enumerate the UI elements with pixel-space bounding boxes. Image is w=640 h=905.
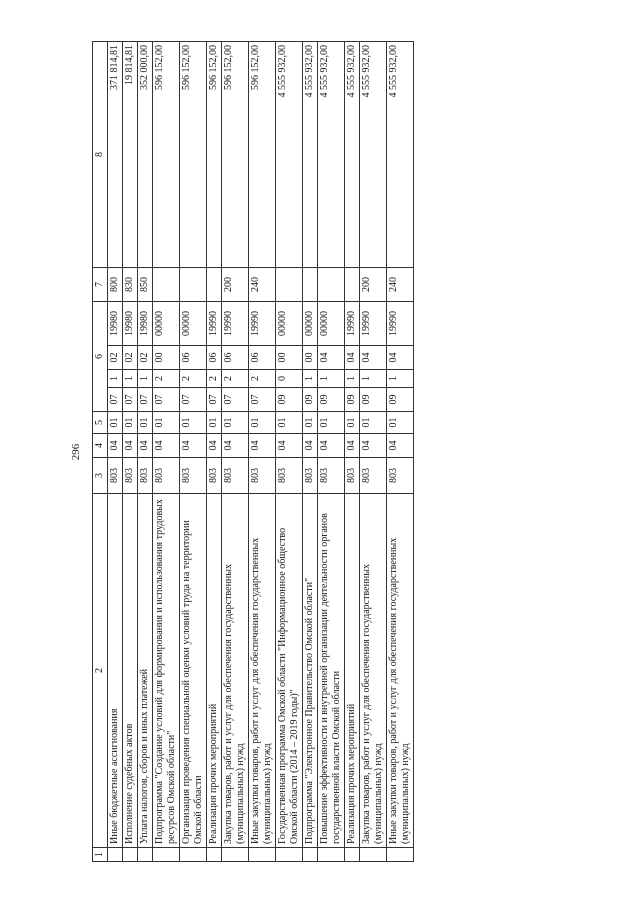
cell-empty xyxy=(207,848,222,862)
cell-name: Уплата налогов, сборов и иных платежей xyxy=(138,494,153,848)
cell-c6a: 07 xyxy=(138,388,153,412)
cell-c3: 803 xyxy=(249,458,276,494)
cell-c7: 830 xyxy=(123,268,138,302)
cell-c3: 803 xyxy=(138,458,153,494)
cell-c6c: 06 xyxy=(249,346,276,370)
cell-c4: 04 xyxy=(153,434,180,458)
header-cell: 1 xyxy=(93,848,108,862)
cell-c7 xyxy=(345,268,360,302)
cell-c6d: 00000 xyxy=(276,302,303,346)
cell-c6a: 09 xyxy=(345,388,360,412)
header-cell: 8 xyxy=(93,42,108,268)
cell-c7: 240 xyxy=(249,268,276,302)
table-row xyxy=(360,42,387,862)
cell-c3: 803 xyxy=(123,458,138,494)
cell-c6d: 19980 xyxy=(108,302,123,346)
cell-c7 xyxy=(180,268,207,302)
cell-c3: 803 xyxy=(360,458,387,494)
cell-c6c: 00 xyxy=(303,346,318,370)
header-cell: 5 xyxy=(93,412,108,434)
cell-name: Закупка товаров, работ и услуг для обеспечения государственных (муниципальных) нужд xyxy=(360,494,387,848)
cell-c6c: 02 xyxy=(138,346,153,370)
table-row xyxy=(108,42,123,862)
table-row xyxy=(345,42,360,862)
cell-c6c: 00 xyxy=(153,346,180,370)
cell-c3: 803 xyxy=(222,458,249,494)
cell-name: Иные закупки товаров, работ и услуг для обеспечения государственных (муниципальных) нужд xyxy=(249,494,276,848)
cell-empty xyxy=(180,848,207,862)
cell-c5: 01 xyxy=(180,412,207,434)
cell-name: Исполнение судебных актов xyxy=(123,494,138,848)
cell-c6c: 06 xyxy=(180,346,207,370)
cell-c6d: 00000 xyxy=(318,302,345,346)
cell-c5: 01 xyxy=(108,412,123,434)
cell-c8: 19 814,81 xyxy=(123,42,138,268)
cell-empty xyxy=(108,848,123,862)
cell-empty xyxy=(387,848,414,862)
table-row xyxy=(276,42,303,862)
cell-c8: 4 555 932,00 xyxy=(303,42,318,268)
table-row xyxy=(138,42,153,862)
cell-c5: 01 xyxy=(123,412,138,434)
cell-c5: 01 xyxy=(318,412,345,434)
cell-c6d: 19980 xyxy=(123,302,138,346)
cell-c6c: 04 xyxy=(360,346,387,370)
cell-name: Повышение эффективности и внутренней организации деятельности органов государственной власти Омской области xyxy=(318,494,345,848)
cell-c8: 596 152,00 xyxy=(249,42,276,268)
cell-c6a: 07 xyxy=(108,388,123,412)
table-row xyxy=(180,42,207,862)
cell-c6c: 02 xyxy=(123,346,138,370)
cell-c6c: 04 xyxy=(318,346,345,370)
cell-c5: 01 xyxy=(138,412,153,434)
cell-c6a: 07 xyxy=(222,388,249,412)
cell-c6d: 19980 xyxy=(138,302,153,346)
cell-c6a: 09 xyxy=(276,388,303,412)
cell-c8: 352 000,00 xyxy=(138,42,153,268)
cell-c6b: 2 xyxy=(180,370,207,388)
cell-c6a: 09 xyxy=(387,388,414,412)
cell-c6b: 0 xyxy=(276,370,303,388)
header-cell: 4 xyxy=(93,434,108,458)
cell-name: Реализация прочих мероприятий xyxy=(345,494,360,848)
table-row xyxy=(123,42,138,862)
cell-c6c: 02 xyxy=(108,346,123,370)
cell-name: Закупка товаров, работ и услуг для обеспечения государственных (муниципальных) нужд xyxy=(222,494,249,848)
header-cell: 7 xyxy=(93,268,108,302)
cell-empty xyxy=(153,848,180,862)
cell-name: Иные бюджетные ассигнования xyxy=(108,494,123,848)
cell-c6d: 00000 xyxy=(303,302,318,346)
cell-c4: 04 xyxy=(138,434,153,458)
cell-c4: 04 xyxy=(318,434,345,458)
cell-c6a: 07 xyxy=(123,388,138,412)
budget-table xyxy=(92,41,414,862)
cell-c6d: 00000 xyxy=(180,302,207,346)
cell-c5: 01 xyxy=(360,412,387,434)
cell-c6d: 19990 xyxy=(345,302,360,346)
cell-c6d: 19990 xyxy=(222,302,249,346)
cell-c8: 596 152,00 xyxy=(207,42,222,268)
cell-c6a: 07 xyxy=(153,388,180,412)
cell-c8: 596 152,00 xyxy=(180,42,207,268)
cell-c4: 04 xyxy=(345,434,360,458)
cell-c6a: 09 xyxy=(360,388,387,412)
page-number: 296 xyxy=(70,443,82,461)
cell-c6b: 2 xyxy=(153,370,180,388)
cell-empty xyxy=(360,848,387,862)
cell-c5: 01 xyxy=(276,412,303,434)
cell-c8: 596 152,00 xyxy=(222,42,249,268)
cell-c8: 4 555 932,00 xyxy=(345,42,360,268)
cell-name: Подпрограмма "Электронное Правительство Омской области" xyxy=(303,494,318,848)
cell-c7 xyxy=(276,268,303,302)
cell-c6c: 06 xyxy=(222,346,249,370)
cell-c3: 803 xyxy=(276,458,303,494)
cell-c7 xyxy=(153,268,180,302)
cell-c5: 01 xyxy=(387,412,414,434)
cell-c4: 04 xyxy=(387,434,414,458)
cell-c6b: 1 xyxy=(318,370,345,388)
cell-name: Организация проведения специальной оценки условий труда на территории Омской области xyxy=(180,494,207,848)
cell-empty xyxy=(345,848,360,862)
cell-c4: 04 xyxy=(276,434,303,458)
cell-empty xyxy=(138,848,153,862)
cell-c4: 04 xyxy=(303,434,318,458)
cell-c8: 371 814,81 xyxy=(108,42,123,268)
cell-c4: 04 xyxy=(360,434,387,458)
cell-c6d: 19990 xyxy=(207,302,222,346)
cell-c8: 4 555 932,00 xyxy=(360,42,387,268)
cell-c6a: 07 xyxy=(249,388,276,412)
cell-c6b: 2 xyxy=(222,370,249,388)
cell-c5: 01 xyxy=(153,412,180,434)
cell-c6d: 00000 xyxy=(153,302,180,346)
table-row xyxy=(249,42,276,862)
header-row xyxy=(93,42,108,862)
cell-empty xyxy=(303,848,318,862)
cell-name: Государственная программа Омской области "Информационное общество Омской области (2014 – 2019 годы)" xyxy=(276,494,303,848)
cell-c7: 200 xyxy=(222,268,249,302)
table-row xyxy=(318,42,345,862)
cell-c5: 01 xyxy=(249,412,276,434)
cell-c6b: 1 xyxy=(303,370,318,388)
cell-c6a: 09 xyxy=(318,388,345,412)
cell-empty xyxy=(276,848,303,862)
cell-c7: 850 xyxy=(138,268,153,302)
cell-c6d: 19990 xyxy=(360,302,387,346)
cell-c3: 803 xyxy=(180,458,207,494)
table-row xyxy=(387,42,414,862)
header-cell: 3 xyxy=(93,458,108,494)
cell-name: Иные закупки товаров, работ и услуг для обеспечения государственных (муниципальных) нужд xyxy=(387,494,414,848)
header-cell: 2 xyxy=(93,494,108,848)
table-row xyxy=(153,42,180,862)
cell-name: Реализация прочих мероприятий xyxy=(207,494,222,848)
cell-c6b: 1 xyxy=(360,370,387,388)
cell-c5: 01 xyxy=(207,412,222,434)
cell-c6a: 07 xyxy=(207,388,222,412)
cell-c6b: 1 xyxy=(123,370,138,388)
cell-c8: 4 555 932,00 xyxy=(318,42,345,268)
cell-c5: 01 xyxy=(222,412,249,434)
cell-c3: 803 xyxy=(318,458,345,494)
cell-c6a: 09 xyxy=(303,388,318,412)
cell-c7 xyxy=(303,268,318,302)
cell-c6d: 19990 xyxy=(249,302,276,346)
cell-c4: 04 xyxy=(249,434,276,458)
cell-c6c: 04 xyxy=(345,346,360,370)
cell-c6c: 00 xyxy=(276,346,303,370)
cell-empty xyxy=(249,848,276,862)
cell-c8: 4 555 932,00 xyxy=(387,42,414,268)
cell-c4: 04 xyxy=(207,434,222,458)
cell-c6b: 1 xyxy=(387,370,414,388)
cell-c4: 04 xyxy=(108,434,123,458)
cell-c6a: 07 xyxy=(180,388,207,412)
cell-c5: 01 xyxy=(345,412,360,434)
cell-c4: 04 xyxy=(222,434,249,458)
cell-c6b: 1 xyxy=(138,370,153,388)
cell-c6d: 19990 xyxy=(387,302,414,346)
cell-c3: 803 xyxy=(108,458,123,494)
cell-c7 xyxy=(318,268,345,302)
cell-c8: 4 555 932,00 xyxy=(276,42,303,268)
cell-empty xyxy=(123,848,138,862)
table-row xyxy=(207,42,222,862)
cell-c6b: 2 xyxy=(249,370,276,388)
cell-c6b: 1 xyxy=(345,370,360,388)
cell-empty xyxy=(222,848,249,862)
table-row xyxy=(303,42,318,862)
cell-c8: 596 152,00 xyxy=(153,42,180,268)
cell-c3: 803 xyxy=(303,458,318,494)
cell-empty xyxy=(318,848,345,862)
table-row xyxy=(222,42,249,862)
cell-c7 xyxy=(207,268,222,302)
cell-c3: 803 xyxy=(345,458,360,494)
cell-c4: 04 xyxy=(123,434,138,458)
rotated-content xyxy=(70,42,570,862)
header-cell: 6 xyxy=(93,302,108,412)
cell-c3: 803 xyxy=(207,458,222,494)
cell-c7: 240 xyxy=(387,268,414,302)
cell-c4: 04 xyxy=(180,434,207,458)
cell-c6b: 1 xyxy=(108,370,123,388)
cell-c7: 800 xyxy=(108,268,123,302)
cell-c3: 803 xyxy=(387,458,414,494)
cell-c5: 01 xyxy=(303,412,318,434)
cell-name: Подпрограмма "Создание условий для формирования и использования трудовых ресурсов Омской области" xyxy=(153,494,180,848)
cell-c3: 803 xyxy=(153,458,180,494)
table-body xyxy=(108,42,414,862)
cell-c6c: 04 xyxy=(387,346,414,370)
cell-c7: 200 xyxy=(360,268,387,302)
cell-c6c: 06 xyxy=(207,346,222,370)
cell-c6b: 2 xyxy=(207,370,222,388)
